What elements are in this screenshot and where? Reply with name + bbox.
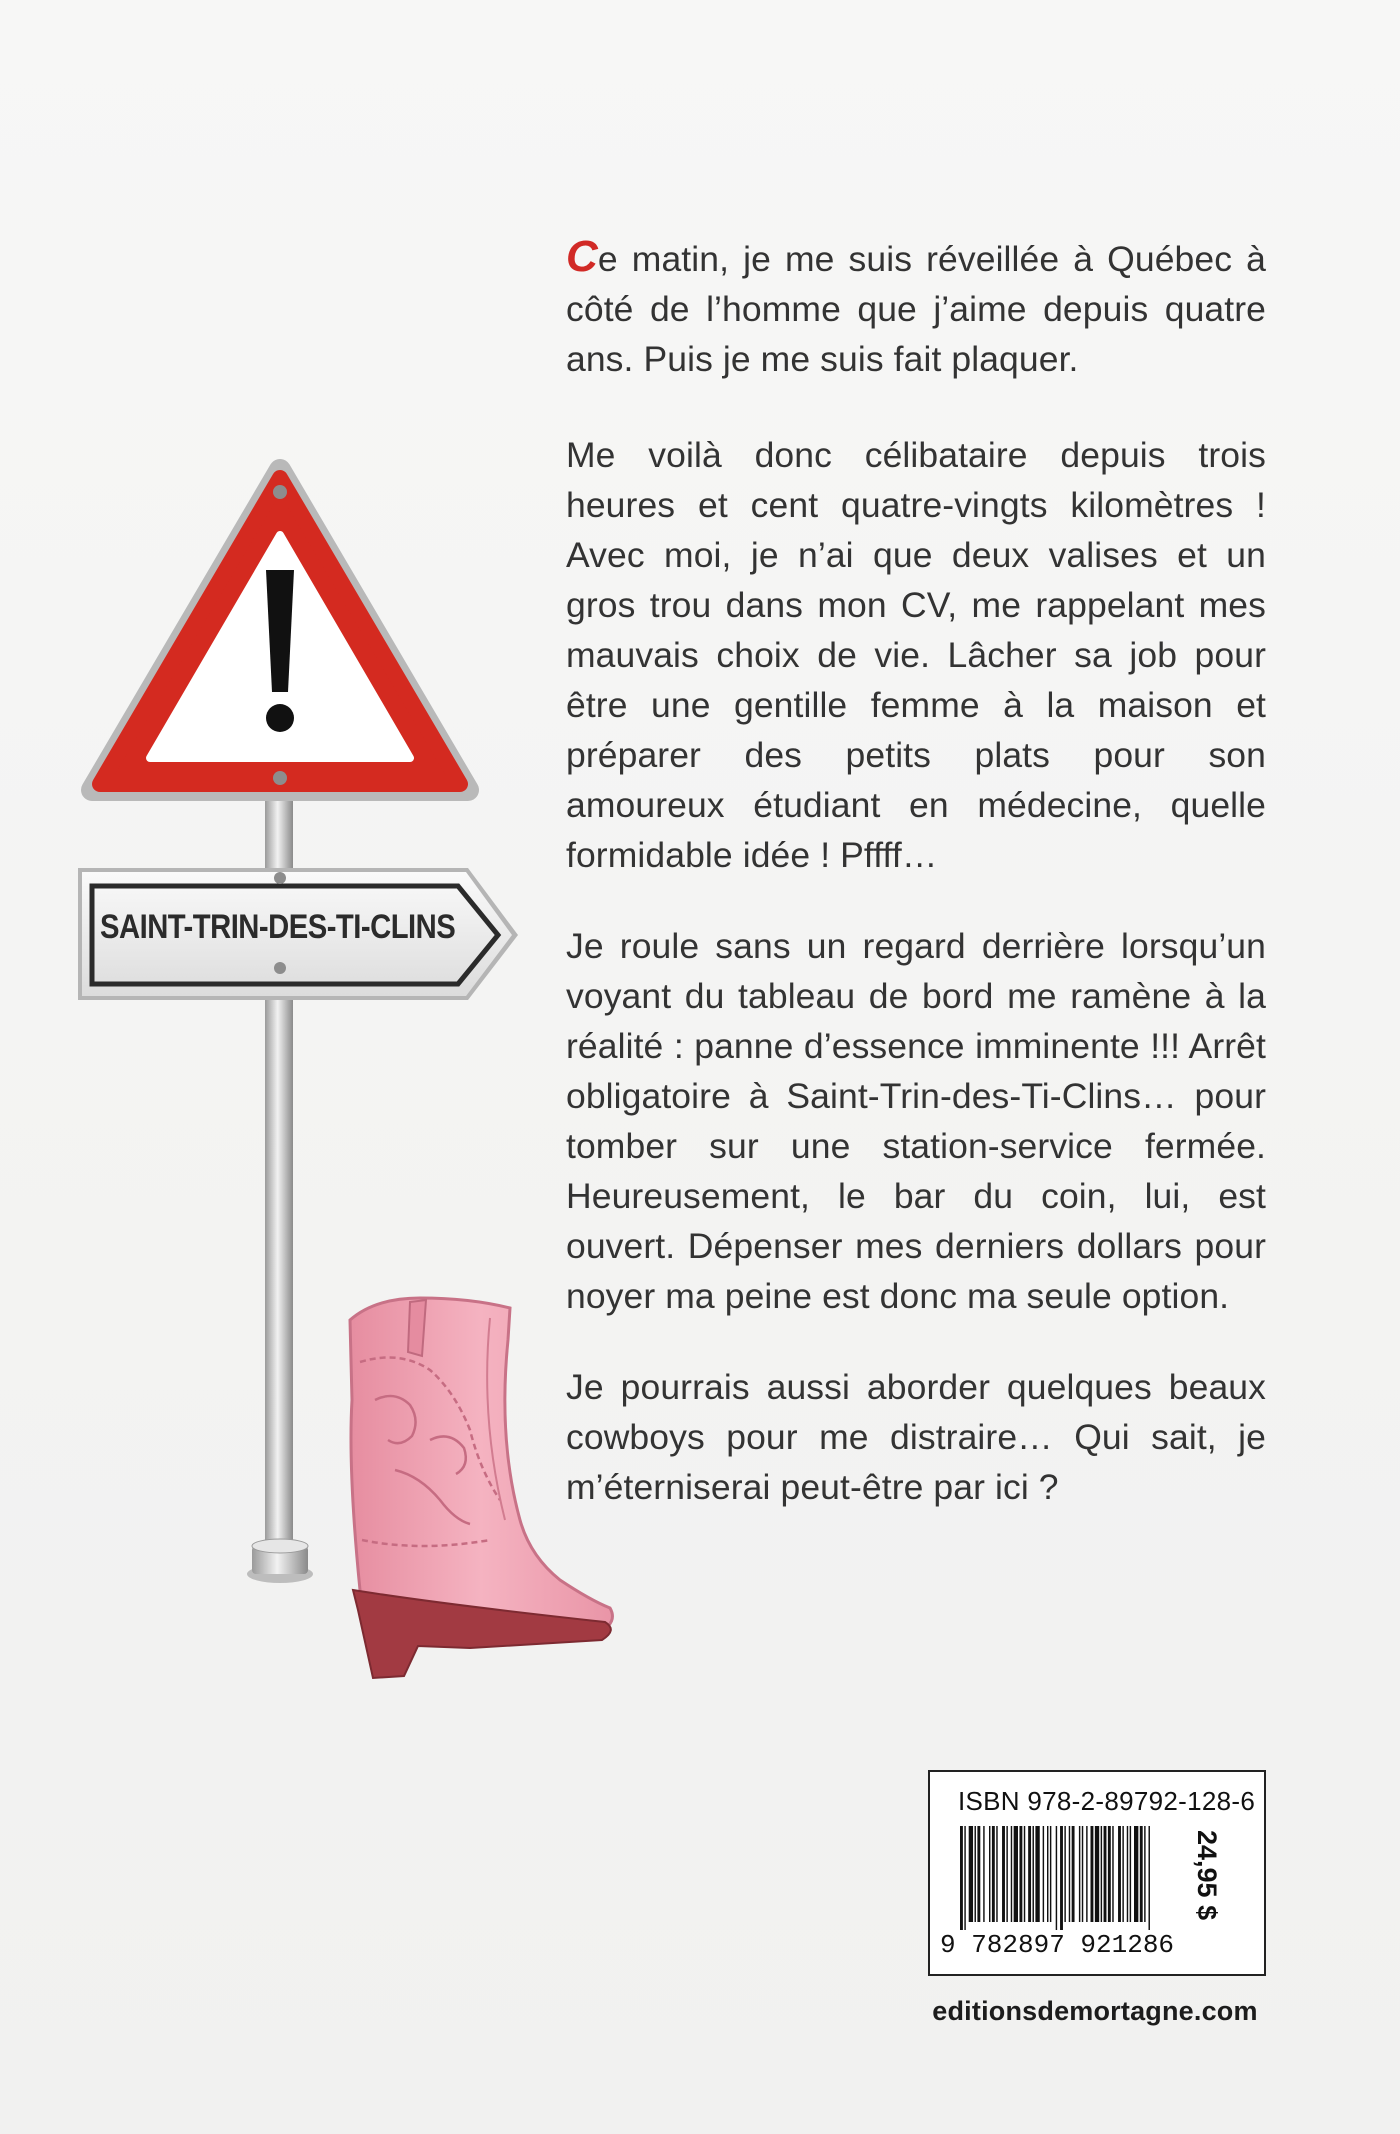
barcode-stripe (983, 1826, 984, 1922)
blurb-paragraph-1-text: e matin, je me suis réveillée à Québec à côté de l’homme que j’aime depuis quatre ans. Puis je me suis fait plaquer. (566, 239, 1266, 379)
barcode-stripe (992, 1826, 995, 1922)
blurb-paragraph-4: Je pourrais aussi aborder quelques beaux cowboys pour me distraire… Qui sait, je m’éterniserai peut-être par ici ? (566, 1367, 1266, 1507)
barcode-stripe (977, 1826, 980, 1922)
barcode-stripe (1112, 1826, 1113, 1922)
barcode-stripe (989, 1826, 990, 1922)
barcode-stripe (1028, 1826, 1031, 1922)
barcode-stripe (1043, 1826, 1044, 1922)
barcode-stripe (969, 1826, 973, 1922)
barcode-stripe (1056, 1826, 1057, 1930)
barcode-stripe (1072, 1826, 1075, 1922)
barcode-stripe (1127, 1826, 1128, 1922)
barcode-stripe (1144, 1826, 1145, 1922)
barcode-stripe (1149, 1826, 1150, 1930)
barcode-stripe (1091, 1826, 1094, 1922)
blurb-paragraph-1 (566, 234, 1266, 384)
barcode-stripe (975, 1826, 976, 1922)
barcode-stripe (1060, 1826, 1063, 1930)
barcode-stripe (1064, 1826, 1065, 1922)
price-label: 24,95 $ (1192, 1830, 1222, 1921)
barcode-stripe (1047, 1826, 1048, 1922)
barcode-box (928, 1770, 1266, 1976)
barcode-icon (960, 1826, 1204, 1930)
blurb-paragraph-2: Me voilà donc célibataire depuis trois heures et cent quatre-vingts kilomètres ! Avec moi, je n’ai que deux valises et un gros trou dans mon CV, me rappelant mes mauvais choix de vie. Lâcher sa job pour être une gentille femme à la maison et préparer des petits plats pour son amoureux étudiant en médecine, quelle formidable idée ! Pffff… (566, 435, 1266, 875)
barcode-stripe (1140, 1826, 1143, 1922)
barcode-stripe (1101, 1826, 1102, 1922)
barcode-stripe (964, 1826, 965, 1930)
barcode-digits: 9 782897 921286 (940, 1930, 1175, 1960)
isbn-label: ISBN 978-2-89792-128-6 (958, 1786, 1256, 1816)
barcode-stripe (1033, 1826, 1034, 1922)
barcode-stripe (1024, 1826, 1025, 1922)
barcode-stripe (1108, 1826, 1111, 1922)
barcode-stripe (1050, 1826, 1051, 1922)
sign-label: SAINT-TRIN-DES-TI-CLINS (100, 908, 456, 946)
barcode-stripe (1014, 1826, 1018, 1922)
blurb-paragraph-3: Je roule sans un regard derrière lorsqu’un voyant du tableau de bord me ramène à la réalité : panne d’essence imminente !!! Arrêt obligatoire à Saint-Trin-des-Ti-Clins… pour tomber sur une station-service fermée. Heureusement, le bar du coin, lui, est ouvert. Dépenser mes derniers dollars pour noyer ma peine est donc ma seule option. (566, 926, 1266, 1316)
barcode-stripe (1082, 1826, 1083, 1922)
barcode-stripe (1006, 1826, 1007, 1922)
barcode-stripe (1118, 1826, 1121, 1922)
barcode-stripe (1130, 1826, 1131, 1922)
barcode-stripe (1104, 1826, 1107, 1922)
barcode-stripe (1122, 1826, 1123, 1922)
barcode-stripe (960, 1826, 963, 1930)
drop-cap: C (566, 232, 598, 281)
barcode-stripe (996, 1826, 997, 1922)
barcode-stripe (1134, 1826, 1138, 1922)
barcode-stripe (1086, 1826, 1087, 1922)
barcode-stripe (1011, 1826, 1012, 1922)
publisher-website: editionsdemortagne.com (932, 1996, 1258, 2026)
barcode-stripe (1002, 1826, 1005, 1922)
barcode-stripe (1069, 1826, 1070, 1922)
barcode-stripe (1035, 1826, 1039, 1922)
barcode-stripe (1095, 1826, 1099, 1922)
barcode-stripe (1079, 1826, 1080, 1922)
barcode-stripe (1019, 1826, 1022, 1922)
